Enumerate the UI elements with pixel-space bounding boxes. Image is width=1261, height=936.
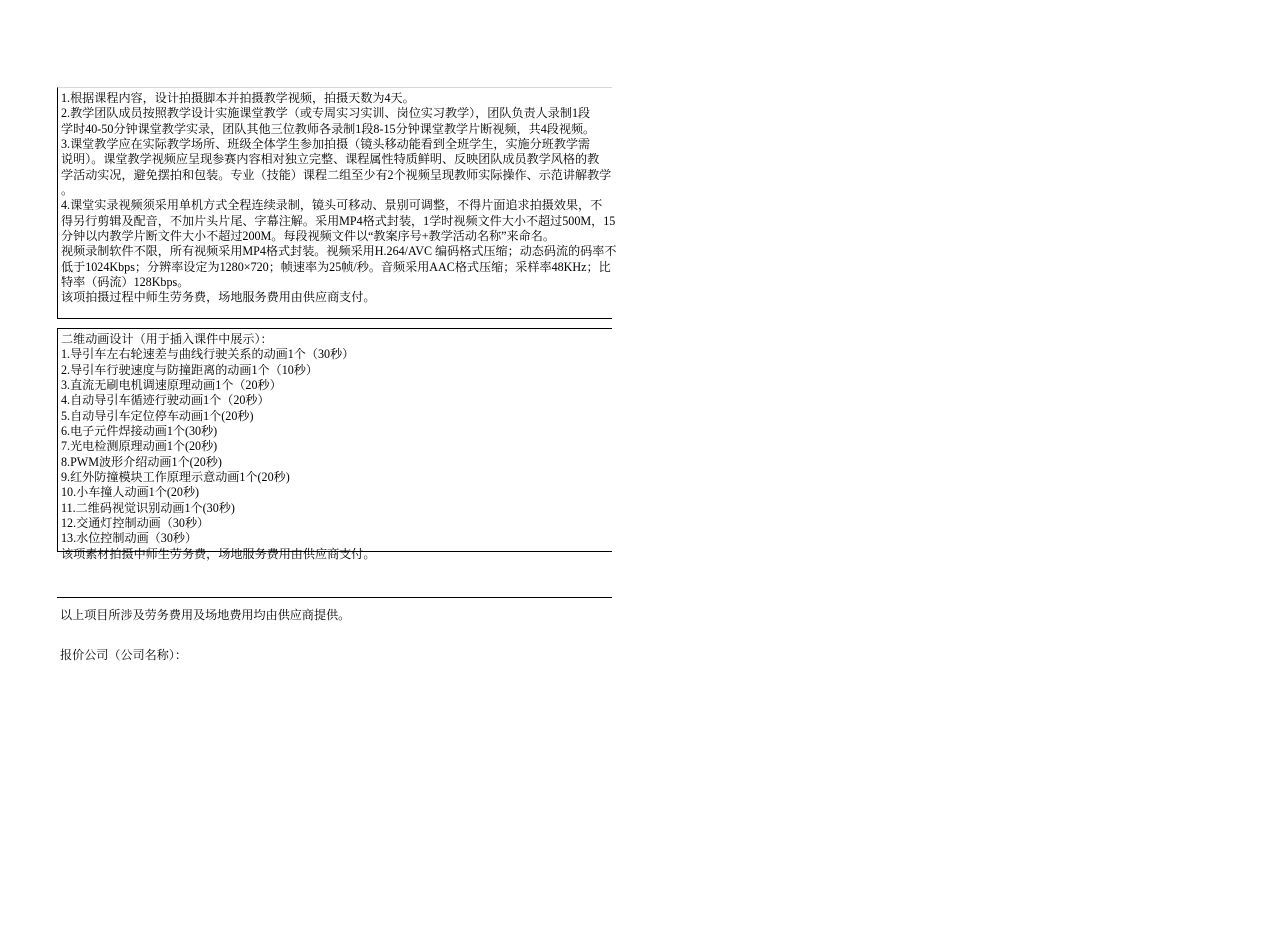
text-line: 得另行剪辑及配音，不加片头片尾、字幕注解。采用MP4格式封装，1学时视频文件大小不超过500M，15 [61, 213, 616, 228]
text-line: 学活动实况，避免摆拍和包装。专业（技能）课程二组至少有2个视频呈现教师实际操作、示范讲解教学 [61, 167, 612, 182]
cell-text-block-2 [61, 332, 1261, 562]
text-line: 分钟以内教学片断文件大小不超过200M。每段视频文件以“教案序号+教学活动名称”来命名。 [61, 229, 555, 244]
text-line: 12.交通灯控制动画（30秒） [61, 516, 210, 531]
text-line: 2.导引车行驶速度与防撞距离的动画1个（10秒） [61, 362, 318, 377]
text-line: 说明）。课堂教学视频应呈现参赛内容相对独立完整、课程属性特质鲜明、反映团队成员教学风格的教 [61, 152, 600, 167]
text-line: 3.课堂教学应在实际教学场所、班级全体学生参加拍摄（镜头移动能看到全班学生，实施分班教学需 [61, 137, 591, 152]
footer-company-label: 报价公司（公司名称）： [60, 648, 187, 662]
text-line: 1.根据课程内容，设计拍摄脚本并拍摄教学视频，拍摄天数为4天。 [61, 91, 415, 105]
text-line: 6.电子元件焊接动画1个(30秒) [61, 424, 218, 439]
text-line: 4.自动导引车循迹行驶动画1个（20秒） [61, 393, 270, 408]
text-line: 7.光电检测原理动画1个(20秒) [61, 439, 218, 454]
cell-2d-animation-design[interactable] [57, 328, 612, 561]
text-line: 1.导引车左右轮速差与曲线行驶关系的动画1个（30秒） [61, 347, 355, 362]
cell-text-block-1 [61, 91, 1261, 306]
footer-divider [57, 597, 612, 598]
text-line: 学时40-50分钟课堂教学实录，团队其他三位教师各录制1段8-15分钟课堂教学片断视频，共4段视频。 [61, 121, 596, 136]
text-line: 13.水位控制动画（30秒） [61, 531, 198, 546]
text-line: 11.二维码视觉识别动画1个(30秒) [61, 500, 235, 515]
text-line: 3.直流无刷电机调速原理动画1个（20秒） [61, 378, 282, 393]
text-line: 视频录制软件不限，所有视频采用MP4格式封装。视频采用H.264/AVC 编码格式压缩；动态码流的码率不 [61, 244, 617, 259]
text-line: 该项素材拍摄中师生劳务费，场地服务费用由供应商支付。 [61, 546, 376, 561]
text-line: 2.教学团队成员按照教学设计实施课堂教学（或专周实习实训、岗位实习教学），团队负责人录制1段 [61, 106, 591, 121]
text-line: 特率（码流）128Kbps。 [61, 275, 190, 290]
text-line: 5.自动导引车定位停车动画1个(20秒) [61, 408, 254, 423]
text-line: 。 [61, 183, 74, 198]
text-line: 低于1024Kbps；分辨率设定为1280×720；帧速率为25帧/秒。音频采用AAC格式压缩；采样率48KHz；比 [61, 259, 611, 274]
cell-teaching-video-requirements[interactable] [57, 87, 617, 319]
text-line: 二维动画设计（用于插入课件中展示）： [61, 332, 273, 346]
footer-note: 以上项目所涉及劳务费用及场地费用均由供应商提供。 [60, 608, 351, 622]
text-line: 10.小车撞人动画1个(20秒) [61, 485, 200, 500]
text-line: 9.红外防撞模块工作原理示意动画1个(20秒) [61, 470, 290, 485]
text-line: 4.课堂实录视频须采用单机方式全程连续录制，镜头可移动、景别可调整，不得片面追求拍摄效果，不 [61, 198, 603, 213]
text-line: 8.PWM波形介绍动画1个(20秒) [61, 454, 222, 469]
text-line: 该项拍摄过程中师生劳务费，场地服务费用由供应商支付。 [61, 290, 376, 305]
